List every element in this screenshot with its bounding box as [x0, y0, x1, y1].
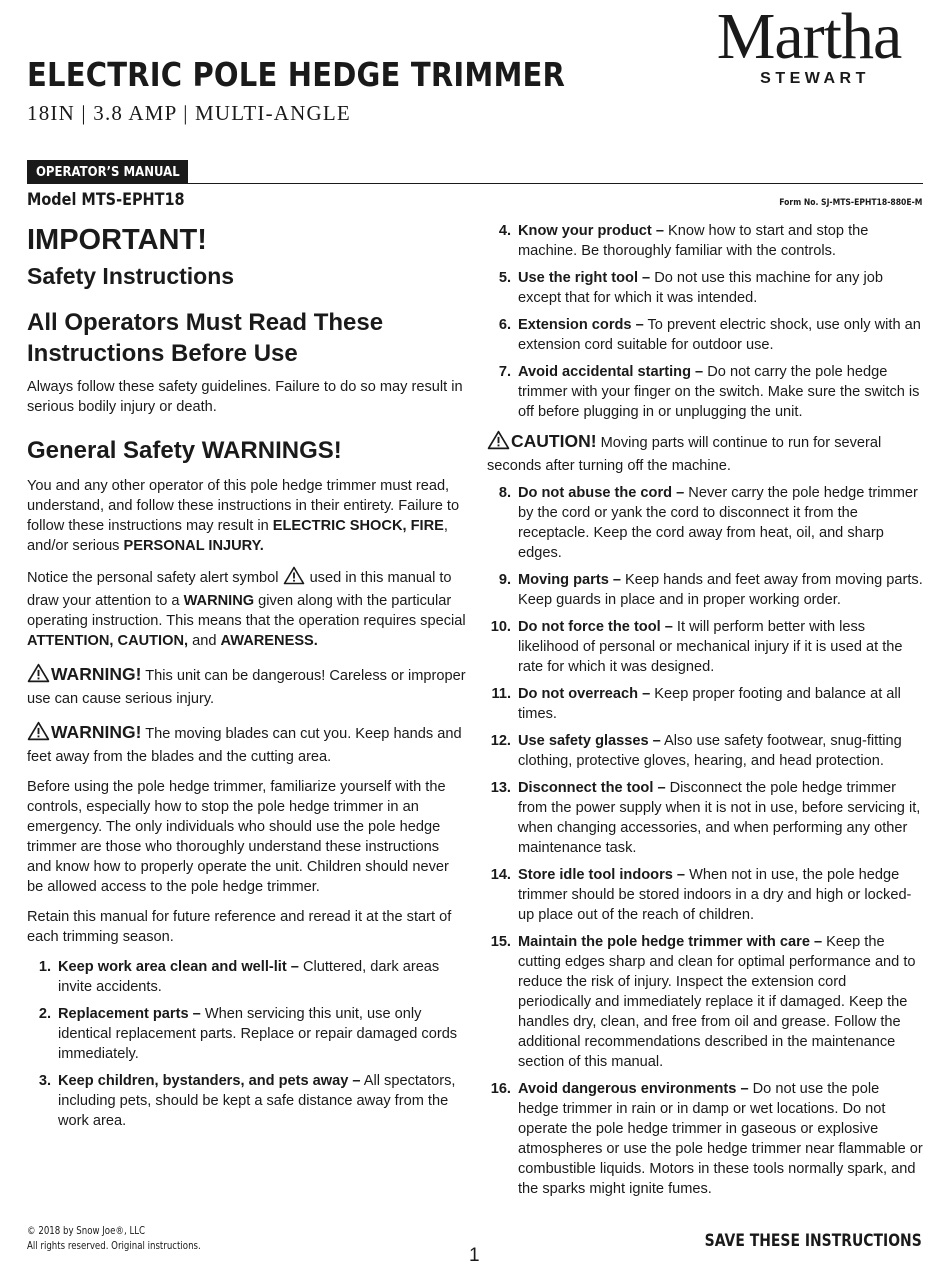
- item-text: To prevent electric shock, use only with an extension cord suitable for outdoor use.: [518, 317, 921, 353]
- item-number: 12.: [490, 733, 511, 749]
- brand-logo: [696, 2, 922, 88]
- text-run: and: [188, 633, 221, 649]
- list-item: [487, 315, 923, 355]
- footer-copyright: [27, 1224, 201, 1254]
- safety-instructions-heading: Safety Instructions: [27, 263, 235, 289]
- item-number: 6.: [498, 317, 511, 333]
- list-item: [487, 684, 923, 724]
- item-text: When not in use, the pole hedge trimmer should be stored indoors in a dry and high or locked-up place out of the reach of children.: [518, 867, 912, 923]
- item-number: 3.: [38, 1073, 51, 1089]
- item-title: Avoid accidental starting –: [518, 364, 704, 380]
- general-paragraph: [27, 476, 467, 556]
- document-subtitle: 18IN | 3.8 AMP | MULTI-ANGLE: [27, 101, 351, 125]
- warning-triangle-icon: [487, 430, 510, 456]
- list-item: [487, 1079, 923, 1199]
- item-text: Keep the cutting edges sharp and clean for optimal performance and to reduce the risk of injury. Inspect the extension cord periodically and immediately replace it if damaged. Keep the handles dry, clean, and free from oil and grease. Follow the additional recommendations described in the maintenance section of this manual.: [518, 934, 916, 1070]
- item-text: All spectators, including pets, should be kept a safe distance away from the work area.: [58, 1073, 456, 1129]
- general-warnings-heading: General Safety WARNINGS!: [27, 437, 342, 464]
- list-item: [487, 778, 923, 858]
- text-run: Notice the personal safety alert symbol: [27, 570, 283, 586]
- item-text: Never carry the pole hedge trimmer by the cord or yank the cord to disconnect it from the receptacle. Keep the cord away from heat, oil, and sharp edges.: [518, 485, 918, 561]
- text-run: You and any other operator of this pole hedge trimmer must read, understand, and follow these instructions in their entirety. Failure to follow these instructions may result in: [27, 478, 460, 534]
- notice-paragraph: [27, 566, 467, 651]
- emphasis: WARNING: [183, 593, 255, 609]
- item-text: Also use safety footwear, snug-fitting clothing, protective gloves, hearing, and head protection.: [518, 733, 902, 769]
- item-text: Do not use the pole hedge trimmer in rain or in damp or wet locations. Do not operate the pole hedge trimmer in gaseous or explosive atmospheres or use the pole hedge trimmer near flammable or combustible liquids. Motors in these tools normally spark, and the sparks might ignite fumes.: [518, 1081, 923, 1197]
- item-number: 15.: [490, 934, 511, 950]
- text-run: The moving blades can cut you. Keep hands and feet away from the blades and the cutting area.: [27, 726, 462, 765]
- item-number: 13.: [490, 780, 511, 796]
- item-number: 8.: [498, 485, 511, 501]
- important-heading: IMPORTANT!: [27, 224, 207, 256]
- warning-label: WARNING!: [51, 722, 142, 742]
- item-text: Keep hands and feet away from moving parts. Keep guards in place and in proper working order.: [518, 572, 923, 608]
- item-title: Use the right tool –: [518, 270, 651, 286]
- list-item: [27, 957, 467, 997]
- emphasis: ATTENTION, CAUTION,: [27, 633, 189, 649]
- list-item: [27, 1071, 467, 1131]
- form-number: Form No. SJ-MTS-EPHT18-880E-M: [778, 198, 922, 208]
- item-text: Disconnect the pole hedge trimmer from the power supply when it is not in use, before servicing it, when changing accessories, and when performing any other maintenance task.: [518, 780, 921, 856]
- item-number: 10.: [490, 619, 511, 635]
- list-item: [487, 268, 923, 308]
- item-text: Keep proper footing and balance at all times.: [518, 686, 901, 722]
- text-run: given along with the particular operating instruction. This means that the operation requires special: [27, 593, 466, 629]
- copyright-text: © 2018 by Snow Joe®, LLC: [27, 1225, 146, 1237]
- emphasis: AWARENESS.: [220, 633, 318, 649]
- safety-list-right-a: [487, 221, 923, 422]
- all-operators-heading: All Operators Must Read These Instructions Before Use: [27, 309, 384, 367]
- emphasis: PERSONAL INJURY.: [123, 538, 264, 554]
- list-item: [487, 731, 923, 771]
- item-number: 16.: [490, 1081, 511, 1097]
- list-item: [487, 932, 923, 1072]
- text-run: Moving parts will continue to run for several seconds after turning off the machine.: [487, 435, 882, 474]
- manual-label: OPERATOR’S MANUAL: [35, 164, 180, 180]
- list-item: [487, 865, 923, 925]
- item-number: 14.: [490, 867, 511, 883]
- left-column: [27, 222, 467, 1131]
- text-run: This unit can be dangerous! Careless or improper use can cause serious injury.: [27, 668, 466, 707]
- retain-paragraph: Retain this manual for future reference and reread it at the start of each trimming season.: [27, 909, 452, 945]
- warning-triangle-icon: [27, 663, 50, 689]
- list-item: [487, 362, 923, 422]
- item-number: 5.: [498, 270, 511, 286]
- save-instructions: SAVE THESE INSTRUCTIONS: [704, 1231, 922, 1251]
- item-text: Know how to start and stop the machine. Be thoroughly familiar with the controls.: [518, 223, 869, 259]
- item-title: Use safety glasses –: [518, 733, 661, 749]
- item-title: Replacement parts –: [58, 1006, 201, 1022]
- item-text: Cluttered, dark areas invite accidents.: [58, 959, 440, 995]
- emphasis: ELECTRIC SHOCK, FIRE: [272, 518, 444, 534]
- warning-paragraph-1: [27, 663, 467, 709]
- rights-text: All rights reserved. Original instructions.: [27, 1240, 201, 1252]
- item-text: Do not use this machine for any job except that for which it was intended.: [518, 270, 883, 306]
- item-title: Keep work area clean and well-lit –: [58, 959, 299, 975]
- item-text: When servicing this unit, use only identical replacement parts. Replace or repair damaged cords immediately.: [58, 1006, 458, 1062]
- item-number: 1.: [38, 959, 51, 975]
- item-number: 11.: [491, 686, 511, 702]
- warning-triangle-icon: [27, 721, 50, 747]
- before-using-paragraph: Before using the pole hedge trimmer, familiarize yourself with the controls, especially how to stop the pole hedge trimmer in an emergency. The only individuals who should use the pole hedge trimmer are those who thoroughly understand these instructions and know how to properly operate the unit. Children should never be allowed access to the pole hedge trimmer.: [27, 779, 449, 895]
- item-number: 2.: [38, 1006, 51, 1022]
- list-item: [487, 221, 923, 261]
- brand-name: Martha: [716, 0, 902, 73]
- item-number: 9.: [498, 572, 511, 588]
- text-run: , and/or serious: [27, 518, 448, 554]
- document-title: ELECTRIC POLE HEDGE TRIMMER: [27, 55, 566, 94]
- item-title: Know your product –: [518, 223, 664, 239]
- list-item: [27, 1004, 467, 1064]
- caution-paragraph: [487, 430, 923, 476]
- item-title: Do not abuse the cord –: [518, 485, 685, 501]
- warning-label: WARNING!: [51, 664, 142, 684]
- model-number: Model MTS-EPHT18: [27, 190, 185, 210]
- item-title: Do not force the tool –: [518, 619, 673, 635]
- item-title: Disconnect the tool –: [518, 780, 666, 796]
- item-title: Maintain the pole hedge trimmer with care –: [518, 934, 823, 950]
- item-text: Do not carry the pole hedge trimmer with your finger on the switch. Make sure the switch is off before plugging in or unplugging the unit.: [518, 364, 920, 420]
- item-title: Do not overreach –: [518, 686, 651, 702]
- item-title: Avoid dangerous environments –: [518, 1081, 749, 1097]
- item-text: It will perform better with less likelihood of personal or mechanical injury if it is used at the rate for which it was designed.: [518, 619, 903, 675]
- list-item: [487, 483, 923, 563]
- item-title: Keep children, bystanders, and pets away –: [58, 1073, 361, 1089]
- item-number: 7.: [498, 364, 511, 380]
- header-rule: [27, 183, 923, 184]
- warning-triangle-icon: [283, 566, 305, 591]
- right-column: [487, 221, 923, 1199]
- item-title: Store idle tool indoors –: [518, 867, 686, 883]
- warning-paragraph-2: [27, 721, 467, 767]
- item-title: Moving parts –: [518, 572, 621, 588]
- item-number: 4.: [498, 223, 511, 239]
- list-item: [487, 570, 923, 610]
- brand-subtitle: STEWART: [760, 70, 870, 87]
- page-number: 1: [469, 1245, 480, 1266]
- text-run: used in this manual to draw your attention to a: [27, 570, 452, 609]
- intro-paragraph: Always follow these safety guidelines. Failure to do so may result in serious bodily injury or death.: [27, 379, 463, 415]
- safety-list-left: [27, 957, 467, 1131]
- list-item: [487, 617, 923, 677]
- item-title: Extension cords –: [518, 317, 644, 333]
- caution-label: CAUTION!: [511, 431, 597, 451]
- safety-list-right-b: [487, 483, 923, 1199]
- manual-label-tab: [27, 160, 188, 184]
